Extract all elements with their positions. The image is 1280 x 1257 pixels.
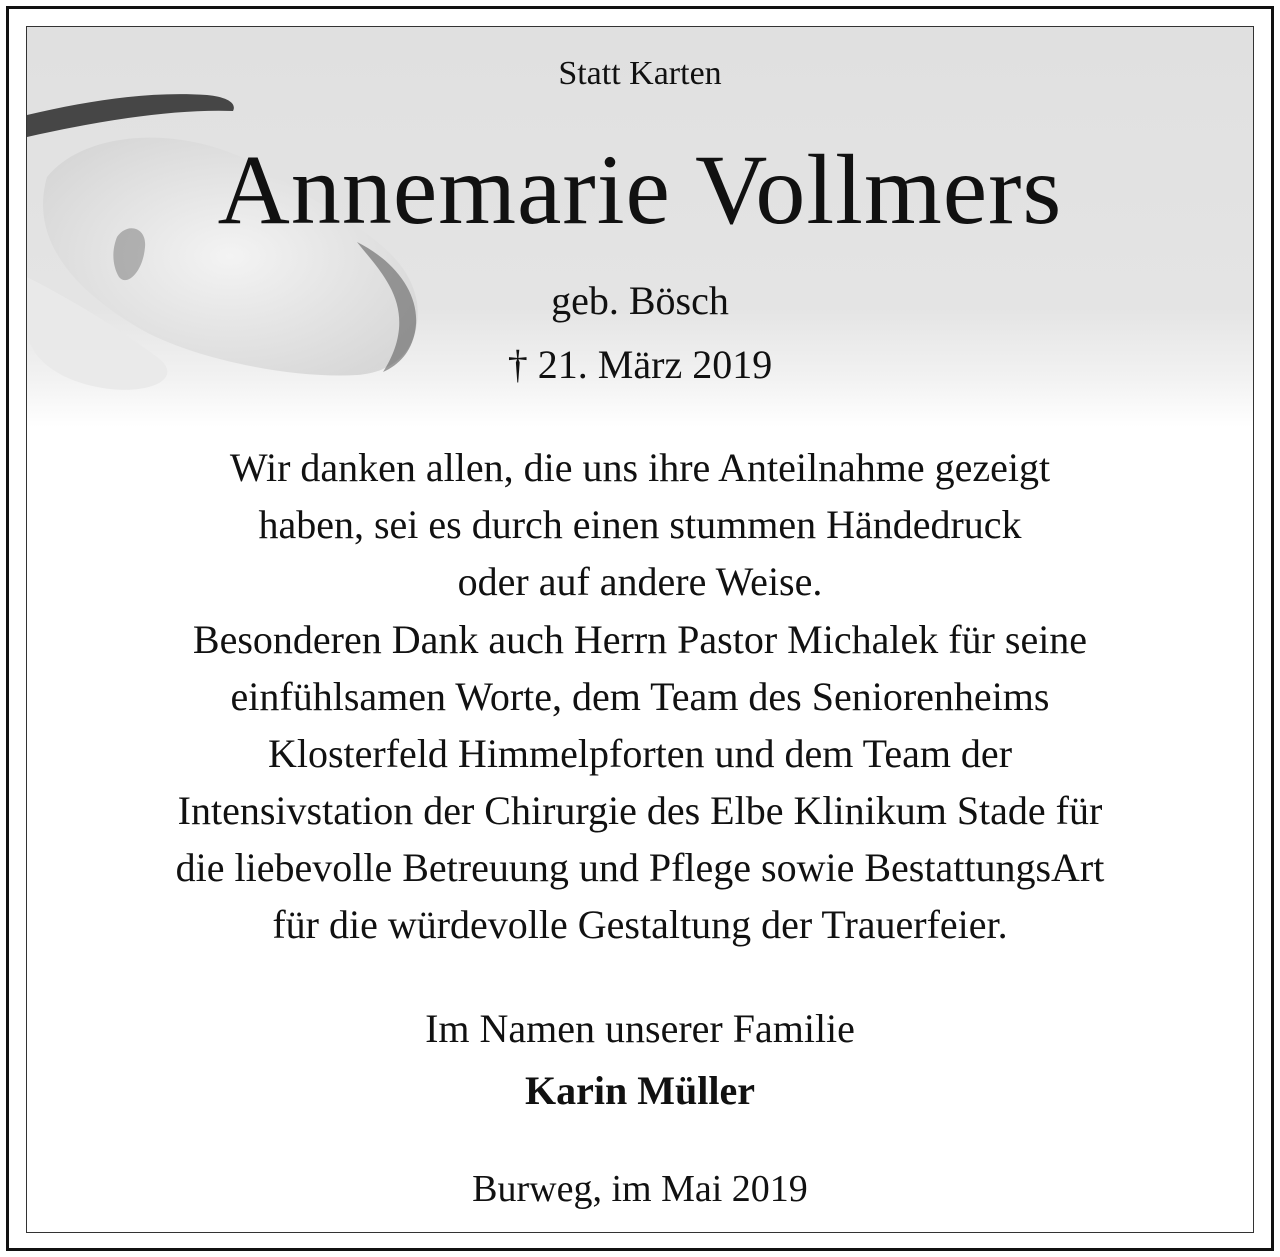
special-thanks-line: die liebevolle Betreuung und Pflege sowie BestattungsArt bbox=[175, 845, 1105, 890]
special-thanks-paragraph bbox=[27, 611, 1253, 953]
statt-karten-label: Statt Karten bbox=[558, 55, 722, 92]
obituary-notice bbox=[26, 26, 1254, 1233]
special-thanks-line: Intensivstation der Chirurgie des Elbe Klinikum Stade für bbox=[177, 788, 1103, 833]
special-thanks-line: für die würdevolle Gestaltung der Trauerfeier. bbox=[272, 902, 1008, 947]
place-date: Burweg, im Mai 2019 bbox=[472, 1168, 808, 1210]
thanks-line: oder auf andere Weise. bbox=[457, 559, 823, 604]
thanks-line: Wir danken allen, die uns ihre Anteilnahme gezeigt bbox=[229, 445, 1051, 490]
birth-name: geb. Bösch bbox=[551, 278, 729, 323]
signer-name: Karin Müller bbox=[525, 1068, 755, 1113]
thanks-paragraph bbox=[27, 439, 1253, 610]
thanks-line: haben, sei es durch einen stummen Händedruck bbox=[258, 502, 1022, 547]
deceased-name: Annemarie Vollmers bbox=[217, 134, 1063, 245]
special-thanks-line: Klosterfeld Himmelpforten und dem Team der bbox=[267, 731, 1013, 776]
death-date: † 21. März 2019 bbox=[507, 342, 773, 387]
family-line: Im Namen unserer Familie bbox=[425, 1006, 855, 1051]
special-thanks-line: einfühlsamen Worte, dem Team des Seniorenheims bbox=[230, 674, 1050, 719]
special-thanks-line: Besonderen Dank auch Herrn Pastor Michalek für seine bbox=[192, 617, 1088, 662]
